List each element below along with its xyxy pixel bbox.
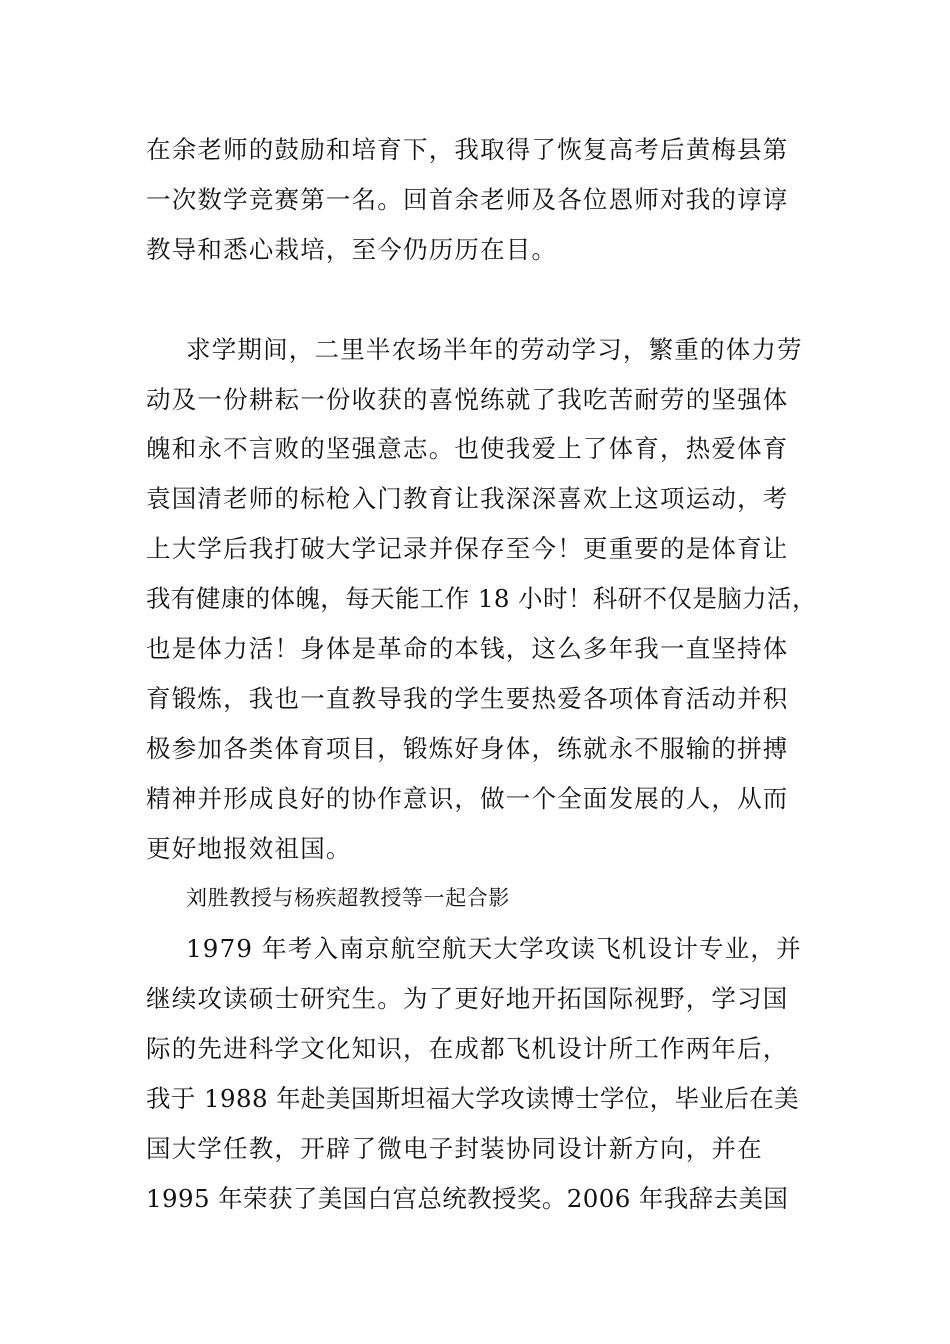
photo-caption: 刘胜教授与杨疾超教授等一起合影 xyxy=(186,886,510,910)
paragraph-2-line-8: 育锻炼，我也一直教导我的学生要热爱各项体育活动并积 xyxy=(146,684,789,713)
paragraph-3-line-3: 际的先进科学文化知识，在成都飞机设计所工作两年后， xyxy=(146,1034,789,1063)
paragraph-2-line-7: 也是体力活！身体是革命的本钱，这么多年我一直坚持体 xyxy=(146,634,789,663)
paragraph-2-line-4: 袁国清老师的标枪入门教育让我深深喜欢上这项运动，考 xyxy=(146,484,789,513)
paragraph-2-line-10: 精神并形成良好的协作意识，做一个全面发展的人，从而 xyxy=(146,784,789,813)
paragraph-3-line-6: 1995 年荣获了美国白宫总统教授奖。2006 年我辞去美国 xyxy=(146,1184,789,1213)
paragraph-2-line-1: 求学期间，二里半农场半年的劳动学习，繁重的体力劳 xyxy=(186,335,803,364)
paragraph-2-line-9: 极参加各类体育项目，锻炼好身体，练就永不服输的拼搏 xyxy=(146,734,789,763)
paragraph-1-line-3: 教导和悉心栽培，至今仍历历在目。 xyxy=(146,235,558,264)
paragraph-1-line-2: 一次数学竞赛第一名。回首余老师及各位恩师对我的谆谆 xyxy=(146,185,789,214)
paragraph-3-line-5: 国大学任教，开辟了微电子封装协同设计新方向，并在 xyxy=(146,1134,763,1163)
paragraph-2-line-5: 上大学后我打破大学记录并保存至今！更重要的是体育让 xyxy=(146,534,789,563)
paragraph-2-line-2: 动及一份耕耘一份收获的喜悦练就了我吃苦耐劳的坚强体 xyxy=(146,385,789,414)
paragraph-3-line-2: 继续攻读硕士研究生。为了更好地开拓国际视野，学习国 xyxy=(146,984,789,1013)
paragraph-2-line-3: 魄和永不言败的坚强意志。也使我爱上了体育，热爱体育 xyxy=(146,434,789,463)
paragraph-2-line-6: 我有健康的体魄，每天能工作 18 小时！科研不仅是脑力活， xyxy=(146,584,817,613)
paragraph-3-line-1: 1979 年考入南京航空航天大学攻读飞机设计专业，并 xyxy=(186,934,802,963)
paragraph-3-line-4: 我于 1988 年赴美国斯坦福大学攻读博士学位，毕业后在美 xyxy=(146,1084,800,1113)
paragraph-2-line-11: 更好地报效祖国。 xyxy=(146,834,352,863)
paragraph-1-line-1: 在余老师的鼓励和培育下，我取得了恢复高考后黄梅县第 xyxy=(146,135,789,164)
